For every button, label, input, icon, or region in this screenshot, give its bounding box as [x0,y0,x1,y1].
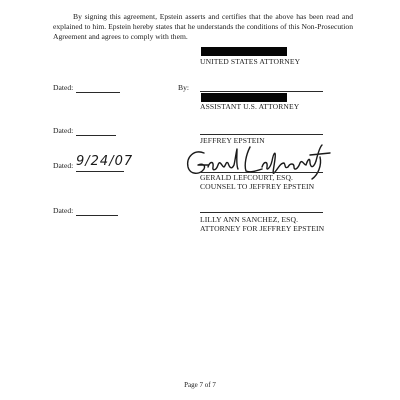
handwritten-date-lefcourt: 9/24/07 [76,154,134,169]
us-attorney-title: UNITED STATES ATTORNEY [200,57,301,66]
dated-label-lefcourt: Dated: [53,161,74,170]
dated-line-sanchez [76,215,118,216]
ausa-title: ASSISTANT U.S. ATTORNEY [200,102,300,111]
dated-label-ausa: Dated: [53,83,74,92]
epstein-name: JEFFREY EPSTEIN [200,136,265,145]
dated-line-epstein [76,135,116,136]
dated-line-ausa [76,92,120,93]
signature-line-sanchez [200,212,323,213]
dated-label-sanchez: Dated: [53,206,74,215]
intro-paragraph: By signing this agreement, Epstein asserts and certifies that the above has been read and explained to him. Epstein hereby states that he understands the conditions of this Non-Prosecution Agreement and agrees to comply with them. [53,12,353,41]
page-number: Page 7 of 7 [184,381,216,389]
dated-line-lefcourt [76,171,124,172]
by-label-ausa: By: [178,83,189,92]
redaction-bar-us-attorney [201,47,287,56]
redaction-bar-ausa [201,93,287,102]
signature-line-ausa [200,91,323,92]
sanchez-name: LILLY ANN SANCHEZ, ESQ. [200,215,299,224]
lefcourt-role: COUNSEL TO JEFFREY EPSTEIN [200,182,315,191]
sanchez-role: ATTORNEY FOR JEFFREY EPSTEIN [200,224,325,233]
lefcourt-name: GERALD LEFCOURT, ESQ. [200,173,294,182]
dated-label-epstein: Dated: [53,126,74,135]
signature-line-epstein [200,134,323,135]
